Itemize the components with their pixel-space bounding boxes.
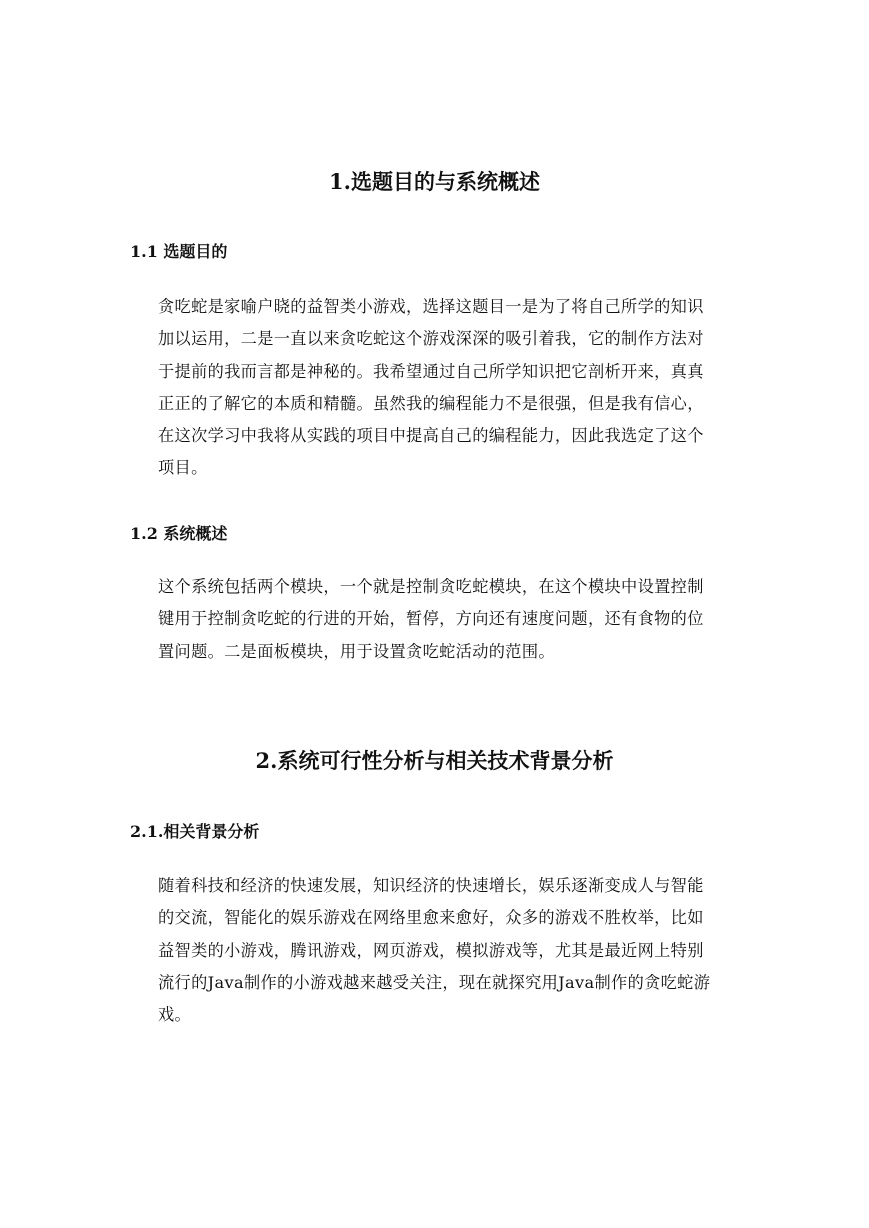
paragraph-line: 在这次学习中我将从实践的项目中提高自己的编程能力，因此我选定了这个	[158, 426, 704, 446]
paragraph-line: 项目。	[158, 458, 208, 478]
paragraph-line: 随着科技和经济的快速发展，知识经济的快速增长，娱乐逐渐变成人与智能	[158, 876, 704, 895]
subsection-2-1-paragraph	[158, 870, 750, 1031]
paragraph-line: 戏。	[158, 1005, 192, 1025]
paragraph-line: 正正的了解它的本质和精髓。虽然我的编程能力不是很强，但是我有信心，	[158, 393, 704, 413]
paragraph-line: 贪吃蛇是家喻户晓的益智类小游戏，选择这题目一是为了将自己所学的知识	[158, 297, 704, 316]
subsection-1-2-paragraph	[158, 571, 750, 668]
paragraph-line: 于提前的我而言都是神秘的。我希望通过自己所学知识把它剖析开来，真真	[158, 361, 704, 381]
section-2-title: 2.系统可行性分析与相关技术背景分析	[255, 748, 614, 773]
paragraph-line: 加以运用，二是一直以来贪吃蛇这个游戏深深的吸引着我，它的制作方法对	[158, 329, 704, 349]
paragraph-line: 流行的Java制作的小游戏越来越受关注，现在就探究用Java制作的贪吃蛇游	[158, 972, 711, 992]
paragraph-line: 键用于控制贪吃蛇的行进的开始，暂停，方向还有速度问题，还有食物的位	[158, 609, 704, 629]
paragraph-line: 益智类的小游戏，腾讯游戏，网页游戏，模拟游戏等，尤其是最近网上特别	[158, 940, 704, 960]
subsection-1-1-paragraph	[158, 291, 750, 485]
section-1-title: 1.选题目的与系统概述	[329, 169, 540, 194]
subsection-1-1-title: 1.1 选题目的	[130, 242, 228, 261]
subsection-1-2-title: 1.2 系统概述	[130, 524, 228, 543]
paragraph-line: 的交流，智能化的娱乐游戏在网络里愈来愈好，众多的游戏不胜枚举，比如	[158, 908, 704, 928]
paragraph-line: 这个系统包括两个模块，一个就是控制贪吃蛇模块，在这个模块中设置控制	[158, 577, 704, 596]
paragraph-line: 置问题。二是面板模块，用于设置贪吃蛇活动的范围。	[158, 641, 555, 661]
subsection-2-1-title: 2.1.相关背景分析	[130, 822, 260, 841]
